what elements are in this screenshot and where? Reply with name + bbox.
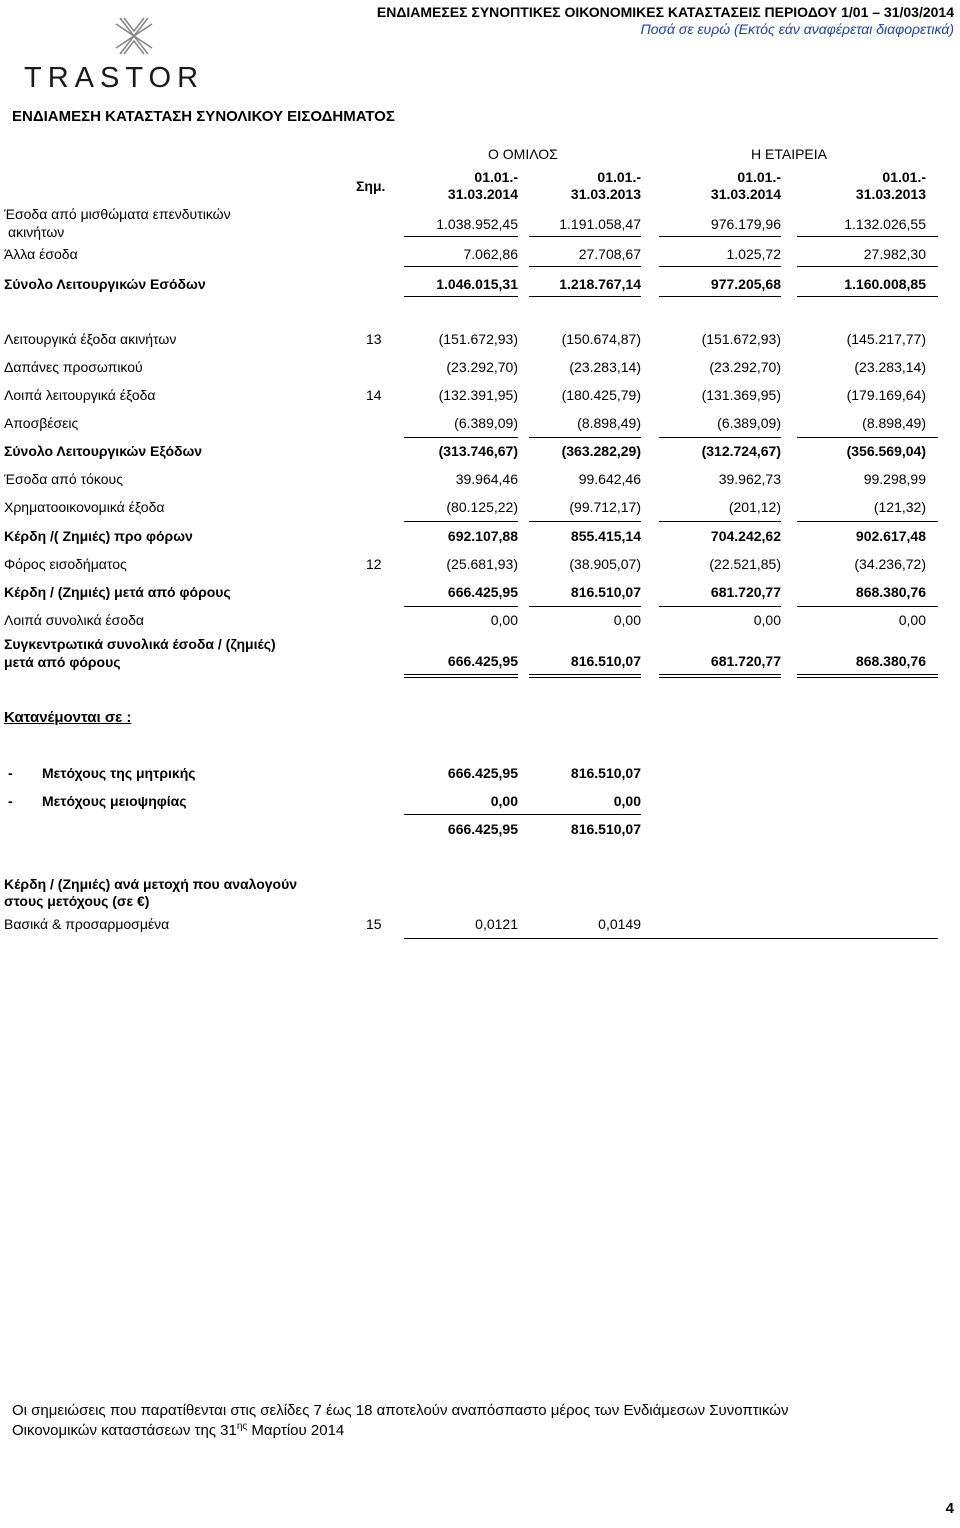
row-value-col-0: 692.107,88 (447, 528, 518, 544)
row-value-col-3: 868.380,76 (855, 653, 926, 669)
allocation-total-col-1: 816.510,07 (570, 821, 641, 837)
row-value-col-0: 7.062,86 (463, 246, 518, 262)
row-value-col-0: 39.964,46 (455, 471, 518, 487)
row-value-col-2: (6.389,09) (717, 415, 781, 431)
table-rule (797, 521, 938, 522)
row-label: Δαπάνες προσωπικού (4, 359, 143, 375)
row-value-col-2: (312.724,67) (701, 443, 781, 459)
table-rule (404, 674, 518, 675)
table-rule (797, 266, 938, 267)
row-label: Λειτουργικά έξοδα ακινήτων (4, 331, 177, 347)
period-header-2-end: 31.03.2014 (710, 186, 781, 202)
table-rule (404, 437, 518, 438)
row-value-col-1: 816.510,07 (570, 653, 641, 669)
allocation-total-rule (404, 814, 641, 815)
row-value-col-1: 816.510,07 (570, 584, 641, 600)
row-value-col-3: (34.236,72) (854, 556, 926, 572)
row-value-col-2: (131.369,95) (701, 387, 781, 403)
allocation-value-col-1: 816.510,07 (570, 765, 641, 781)
row-value-col-1: 1.191.058,47 (559, 216, 641, 232)
row-value-col-1: (8.898,49) (577, 415, 641, 431)
table-rule (404, 521, 518, 522)
row-value-col-1: (180.425,79) (561, 387, 641, 403)
row-value-col-0: (80.125,22) (446, 499, 518, 515)
table-rule (659, 437, 781, 438)
period-header-0-end: 31.03.2014 (447, 186, 518, 202)
row-value-col-2: 681.720,77 (710, 653, 781, 669)
allocation-value-col-1: 0,00 (613, 793, 641, 809)
table-rule (404, 677, 518, 678)
row-value-col-3: 99.298,99 (863, 471, 926, 487)
row-label-line2: μετά από φόρους (4, 654, 121, 670)
row-value-col-3: (179.169,64) (846, 387, 926, 403)
trastor-logo (24, 14, 205, 94)
allocation-row-label: Μετόχους μειοψηφίας (42, 793, 187, 809)
row-value-col-0: (313.746,67) (438, 443, 518, 459)
group-header-omilos: Ο ΟΜΙΛΟΣ (488, 146, 558, 162)
period-header-3-end: 31.03.2013 (855, 186, 926, 202)
document-header-title: ΕΝΔΙΑΜΕΣΕΣ ΣΥΝΟΠΤΙΚΕΣ ΟΙΚΟΝΟΜΙΚΕΣ ΚΑΤΑΣΤΑΣΕΙΣ ΠΕΡΙΟΔΟΥ 1/01 – 31/03/2014 (376, 4, 954, 20)
row-value-col-2: 1.025,72 (726, 246, 781, 262)
table-rule (659, 606, 781, 607)
row-value-col-2: 704.242,62 (710, 528, 781, 544)
row-value-col-2: (22.521,85) (709, 556, 781, 572)
row-value-col-3: 1.160.008,85 (844, 276, 926, 292)
row-label: Φόρος εισοδήματος (4, 556, 127, 572)
row-value-col-1: 855.415,14 (570, 528, 641, 544)
row-value-col-0: (25.681,93) (446, 556, 518, 572)
allocation-total-col-0: 666.425,95 (447, 821, 518, 837)
row-label: Αποσβέσεις (4, 415, 79, 431)
row-value-col-3: (145.217,77) (846, 331, 926, 347)
table-rule (797, 674, 938, 675)
period-header-0-start: 01.01.- (474, 169, 518, 185)
row-value-col-2: 0,00 (753, 612, 781, 628)
table-rule (529, 674, 641, 675)
eps-row-note: 15 (366, 916, 382, 932)
row-label: Λοιπά λειτουργικά έξοδα (4, 387, 156, 403)
row-value-col-1: (363.282,29) (561, 443, 641, 459)
allocation-row-label: Μετόχους της μητρικής (42, 765, 196, 781)
row-value-col-0: 0,00 (490, 612, 518, 628)
table-rule (797, 236, 938, 237)
row-value-col-0: 1.038.952,45 (436, 216, 518, 232)
table-rule (797, 677, 938, 678)
row-label: Σύνολο Λειτουργικών Εσόδων (4, 276, 206, 292)
row-value-col-3: 0,00 (898, 612, 926, 628)
row-value-col-1: 0,00 (613, 612, 641, 628)
allocation-title: Κατανέμονται σε : (4, 709, 132, 726)
row-label: Άλλα έσοδα (4, 246, 78, 262)
row-note: 13 (366, 331, 382, 347)
table-rule (659, 674, 781, 675)
row-value-col-0: (6.389,09) (454, 415, 518, 431)
row-value-col-2: 976.179,96 (710, 216, 781, 232)
period-header-1-end: 31.03.2013 (570, 186, 641, 202)
row-value-col-2: 39.962,73 (718, 471, 781, 487)
row-value-col-0: 666.425,95 (447, 584, 518, 600)
row-label: Λοιπά συνολικά έσοδα (4, 612, 144, 628)
row-value-col-2: (201,12) (728, 499, 781, 515)
footer-note-line2-text: Οικονομικών καταστάσεων της 31 (12, 1422, 237, 1439)
row-value-col-0: (151.672,93) (438, 331, 518, 347)
footer-note-line1: Οι σημειώσεις που παρατίθενται στις σελίδες 7 έως 18 αποτελούν αναπόσπαστο μέρος των Ενδιάμεσων Συνοπτικών (12, 1402, 789, 1419)
allocation-dash: - (8, 765, 13, 781)
statement-title: ΕΝΔΙΑΜΕΣΗ ΚΑΤΑΣΤΑΣΗ ΣΥΝΟΛΙΚΟΥ ΕΙΣΟΔΗΜΑΤΟΣ (12, 108, 395, 125)
row-value-col-0: 666.425,95 (447, 653, 518, 669)
logo-mark-icon (24, 14, 196, 60)
eps-value-2013: 0,0149 (598, 916, 641, 932)
table-rule (529, 296, 641, 297)
table-rule (529, 606, 641, 607)
row-value-col-2: (23.292,70) (709, 359, 781, 375)
allocation-value-col-0: 0,00 (490, 793, 518, 809)
row-label: Σύνολο Λειτουργικών Εξόδων (4, 443, 203, 459)
table-rule (529, 521, 641, 522)
table-rule (797, 606, 938, 607)
footer-note-line2 (12, 1421, 344, 1439)
row-value-col-1: (150.674,87) (561, 331, 641, 347)
row-value-col-1: (23.283,14) (569, 359, 641, 375)
table-rule (529, 266, 641, 267)
table-rule (529, 437, 641, 438)
row-value-col-2: 681.720,77 (710, 584, 781, 600)
period-header-1-start: 01.01.- (597, 169, 641, 185)
eps-row-label: Βασικά & προσαρμοσμένα (4, 916, 170, 932)
footer-note-line2-end: Μαρτίου 2014 (247, 1422, 345, 1439)
table-rule (659, 677, 781, 678)
row-label: Έσοδα από τόκους (4, 471, 123, 487)
footer-note-superscript: ης (236, 1421, 248, 1432)
document-header-subtitle: Ποσά σε ευρώ (Εκτός εάν αναφέρεται διαφορετικά) (640, 21, 954, 37)
table-rule (659, 521, 781, 522)
group-header-etaireia: Η ΕΤΑΙΡΕΙΑ (751, 146, 827, 162)
row-value-col-3: 27.982,30 (863, 246, 926, 262)
logo-wordmark: TRASTOR (24, 62, 205, 94)
row-value-col-3: (23.283,14) (854, 359, 926, 375)
table-rule (529, 236, 641, 237)
eps-title-line2: στους μετόχους (σε €) (4, 893, 150, 909)
row-label: Κέρδη / (Ζημιές) μετά από φόρους (4, 584, 231, 600)
table-rule (797, 296, 938, 297)
allocation-dash: - (8, 793, 13, 809)
row-label-line2: ακινήτων (8, 224, 65, 240)
table-rule (404, 266, 518, 267)
row-value-col-3: (121,32) (873, 499, 926, 515)
row-label-line1: Συγκεντρωτικά συνολικά έσοδα / (ζημιές) (4, 636, 276, 652)
period-header-2-start: 01.01.- (737, 169, 781, 185)
row-value-col-0: (23.292,70) (446, 359, 518, 375)
row-value-col-1: (99.712,17) (569, 499, 641, 515)
eps-bottom-rule (404, 938, 938, 939)
row-value-col-2: (151.672,93) (701, 331, 781, 347)
row-note: 12 (366, 556, 382, 572)
period-header-3-start: 01.01.- (882, 169, 926, 185)
row-value-col-3: 1.132.026,55 (844, 216, 926, 232)
row-value-col-1: 27.708,67 (578, 246, 641, 262)
row-label-line1: Έσοδα από μισθώματα επενδυτικών (4, 206, 231, 222)
row-note: 14 (366, 387, 382, 403)
row-value-col-0: (132.391,95) (438, 387, 518, 403)
table-rule (659, 296, 781, 297)
table-rule (659, 236, 781, 237)
table-rule (404, 296, 518, 297)
row-value-col-1: (38.905,07) (569, 556, 641, 572)
note-column-header: Σημ. (356, 178, 386, 194)
eps-title-line1: Κέρδη / (Ζημιές) ανά μετοχή που αναλογούν (4, 876, 298, 892)
table-rule (797, 437, 938, 438)
table-rule (659, 266, 781, 267)
row-value-col-3: (8.898,49) (862, 415, 926, 431)
row-value-col-3: (356.569,04) (846, 443, 926, 459)
table-rule (529, 677, 641, 678)
row-value-col-3: 868.380,76 (855, 584, 926, 600)
page-number: 4 (945, 1500, 954, 1517)
row-value-col-0: 1.046.015,31 (436, 276, 518, 292)
row-value-col-1: 1.218.767,14 (559, 276, 641, 292)
row-value-col-1: 99.642,46 (578, 471, 641, 487)
table-rule (404, 606, 518, 607)
table-rule (404, 236, 518, 237)
row-label: Κέρδη /( Ζημιές) προ φόρων (4, 528, 193, 544)
row-value-col-2: 977.205,68 (710, 276, 781, 292)
allocation-value-col-0: 666.425,95 (447, 765, 518, 781)
row-label: Χρηματοοικονομικά έξοδα (4, 499, 165, 515)
row-value-col-3: 902.617,48 (855, 528, 926, 544)
eps-value-2014: 0,0121 (475, 916, 518, 932)
